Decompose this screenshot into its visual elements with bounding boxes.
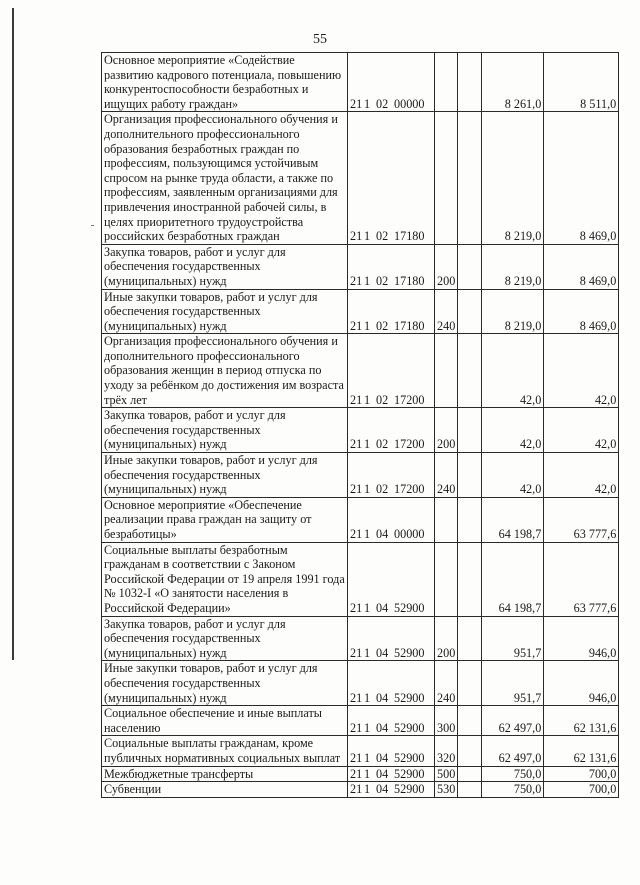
row-name [102,244,348,289]
program-code-p1: 21 [350,482,363,497]
row-amount-year-2: 8 469,0 [544,289,619,334]
program-code-p2: 1 [364,690,371,705]
row-empty-cell [458,497,482,542]
program-code-p1: 21 [350,645,363,660]
program-code-p3: 04 [376,766,389,781]
row-program-code [348,616,435,661]
program-code-p1: 21 [350,766,363,781]
program-code-p2: 1 [364,600,371,615]
row-name-text: Социальное обеспечение и иные выплаты населению [104,706,322,735]
program-code-p2: 1 [364,645,371,660]
row-name-text: Основное мероприятие «Содействие развитию кадрового потенциала, повышению конкурентоспособности безработных и ищущих работу граждан» [104,53,342,111]
row-expense-type: 500 [435,766,458,782]
row-expense-type [435,497,458,542]
row-amount-year-1: 62 497,0 [482,736,544,766]
program-code-p4: 52900 [394,690,425,705]
row-amount-year-1: 64 198,7 [482,542,544,616]
program-code-p3: 04 [376,600,389,615]
row-name [102,542,348,616]
program-code-p2: 1 [364,96,371,111]
row-empty-cell [458,706,482,736]
margin-mark [91,225,94,226]
row-expense-type: 200 [435,244,458,289]
program-code-p2: 1 [364,392,371,407]
row-empty-cell [458,453,482,498]
row-empty-cell [458,408,482,453]
budget-table [101,52,619,798]
program-code-p3: 02 [376,392,389,407]
row-expense-type: 200 [435,616,458,661]
row-name-text: Иные закупки товаров, работ и услуг для обеспечения государственных (муниципальных) нужд [104,453,318,497]
program-code-p1: 21 [350,720,363,735]
program-code-p3: 02 [376,96,389,111]
row-name-text: Субвенции [104,782,162,797]
row-name [102,453,348,498]
row-name-text: Иные закупки товаров, работ и услуг для обеспечения государственных (муниципальных) нужд [104,289,318,333]
row-name [102,289,348,334]
program-code-p2: 1 [364,720,371,735]
program-code-p3: 02 [376,229,389,244]
row-expense-type: 320 [435,736,458,766]
row-name-text: Иные закупки товаров, работ и услуг для обеспечения государственных (муниципальных) нужд [104,661,318,705]
program-code-p1: 21 [350,96,363,111]
row-program-code [348,706,435,736]
program-code-p2: 1 [364,527,371,541]
program-code-p2: 1 [364,750,371,765]
table-row [102,542,619,616]
row-empty-cell [458,616,482,661]
row-program-code [348,661,435,706]
program-code-p3: 02 [376,273,389,288]
row-amount-year-2: 946,0 [544,661,619,706]
row-name [102,408,348,453]
row-amount-year-1: 8 261,0 [482,53,544,112]
row-expense-type: 240 [435,289,458,334]
row-name [102,661,348,706]
row-program-code [348,112,435,244]
program-code-p4: 17200 [394,437,425,452]
program-code-p2: 1 [364,273,371,288]
row-name-text: Организация профессионального обучения и дополнительного профессионального образования безработных граждан по профессиям, пользующимся устойчивым спросом на рынке труда области, а также по профессиям, заявленным организациями для привлечения иностранной рабочей силы, в целях приоритетного трудоустройства российских безработных граждан [104,112,338,244]
row-name-text: Закупка товаров, работ и услуг для обеспечения государственных (муниципальных) нужд [104,616,286,660]
program-code-p1: 21 [350,527,363,541]
program-code-p4: 52900 [394,782,425,797]
row-empty-cell [458,289,482,334]
program-code-p1: 21 [350,750,363,765]
program-code-p4: 17180 [394,229,425,244]
row-amount-year-1: 42,0 [482,334,544,408]
table-row [102,244,619,289]
row-amount-year-2: 63 777,6 [544,542,619,616]
row-name-text: Организация профессионального обучения и дополнительного профессионального образования женщин в период отпуска по уходу за ребёнком до достижения им возраста трёх лет [104,334,344,407]
row-amount-year-1: 750,0 [482,766,544,782]
row-amount-year-1: 62 497,0 [482,706,544,736]
row-program-code [348,289,435,334]
program-code-p2: 1 [364,782,371,797]
table-row [102,497,619,542]
row-name-text: Основное мероприятие «Обеспечение реализации права граждан на защиту от безработицы» [104,497,312,541]
row-amount-year-2: 946,0 [544,616,619,661]
row-name-text: Межбюджетные трансферты [104,766,254,781]
program-code-p3: 04 [376,782,389,797]
row-name [102,497,348,542]
row-name-text: Закупка товаров, работ и услуг для обеспечения государственных (муниципальных) нужд [104,408,286,452]
table-row [102,616,619,661]
program-code-p1: 21 [350,318,363,333]
program-code-p3: 04 [376,690,389,705]
row-amount-year-1: 8 219,0 [482,244,544,289]
table-row [102,112,619,244]
row-name [102,112,348,244]
row-empty-cell [458,334,482,408]
table-row [102,706,619,736]
program-code-p4: 52900 [394,750,425,765]
row-program-code [348,334,435,408]
page-number: 55 [313,32,327,47]
row-program-code [348,53,435,112]
program-code-p2: 1 [364,318,371,333]
row-expense-type: 530 [435,782,458,798]
row-expense-type: 240 [435,453,458,498]
row-empty-cell [458,782,482,798]
program-code-p4: 17180 [394,318,425,333]
table-row [102,453,619,498]
program-code-p4: 17200 [394,482,425,497]
row-name [102,616,348,661]
row-name [102,53,348,112]
row-expense-type: 300 [435,706,458,736]
table-row [102,334,619,408]
row-amount-year-2: 8 469,0 [544,244,619,289]
program-code-p2: 1 [364,437,371,452]
program-code-p4: 17180 [394,273,425,288]
row-amount-year-1: 8 219,0 [482,112,544,244]
row-amount-year-2: 700,0 [544,766,619,782]
table-row [102,289,619,334]
row-expense-type [435,542,458,616]
program-code-p4: 52900 [394,645,425,660]
row-name-text: Социальные выплаты гражданам, кроме публичных нормативных социальных выплат [104,736,341,765]
row-name-text: Закупка товаров, работ и услуг для обеспечения государственных (муниципальных) нужд [104,244,286,288]
program-code-p4: 52900 [394,720,425,735]
program-code-p3: 04 [376,527,389,541]
row-empty-cell [458,661,482,706]
program-code-p4: 52900 [394,600,425,615]
row-amount-year-2: 42,0 [544,408,619,453]
program-code-p2: 1 [364,766,371,781]
row-program-code [348,766,435,782]
row-empty-cell [458,542,482,616]
row-empty-cell [458,736,482,766]
row-amount-year-1: 64 198,7 [482,497,544,542]
left-margin-line [12,8,14,660]
row-name [102,334,348,408]
table-row [102,766,619,782]
row-amount-year-2: 8 469,0 [544,112,619,244]
program-code-p4: 00000 [394,96,425,111]
program-code-p2: 1 [364,482,371,497]
program-code-p1: 21 [350,690,363,705]
program-code-p3: 04 [376,750,389,765]
row-expense-type [435,53,458,112]
row-empty-cell [458,766,482,782]
row-program-code [348,497,435,542]
row-name [102,766,348,782]
table-row [102,661,619,706]
program-code-p1: 21 [350,392,363,407]
program-code-p1: 21 [350,229,363,244]
row-amount-year-2: 62 131,6 [544,736,619,766]
program-code-p1: 21 [350,600,363,615]
table-row [102,736,619,766]
row-amount-year-2: 63 777,6 [544,497,619,542]
row-amount-year-1: 42,0 [482,408,544,453]
row-program-code [348,782,435,798]
row-program-code [348,542,435,616]
row-name-text: Социальные выплаты безработным гражданам в соответствии с Законом Российской Федерации от 19 апреля 1991 года № 1032-I «О занятости населения в Российской Федерации» [104,542,345,615]
row-program-code [348,453,435,498]
row-amount-year-1: 951,7 [482,616,544,661]
program-code-p3: 04 [376,645,389,660]
row-empty-cell [458,53,482,112]
row-expense-type [435,334,458,408]
program-code-p3: 04 [376,720,389,735]
table-row [102,53,619,112]
row-amount-year-1: 951,7 [482,661,544,706]
program-code-p1: 21 [350,782,363,797]
row-amount-year-1: 750,0 [482,782,544,798]
program-code-p4: 52900 [394,766,425,781]
row-name [102,782,348,798]
row-name [102,706,348,736]
row-amount-year-2: 8 511,0 [544,53,619,112]
table-row [102,782,619,798]
row-amount-year-2: 42,0 [544,453,619,498]
program-code-p4: 00000 [394,527,425,541]
program-code-p3: 02 [376,437,389,452]
row-expense-type [435,112,458,244]
program-code-p3: 02 [376,482,389,497]
row-program-code [348,736,435,766]
row-empty-cell [458,112,482,244]
program-code-p1: 21 [350,437,363,452]
table-row [102,408,619,453]
row-expense-type: 240 [435,661,458,706]
row-program-code [348,244,435,289]
row-amount-year-1: 42,0 [482,453,544,498]
program-code-p4: 17200 [394,392,425,407]
row-amount-year-1: 8 219,0 [482,289,544,334]
row-amount-year-2: 62 131,6 [544,706,619,736]
program-code-p2: 1 [364,229,371,244]
program-code-p1: 21 [350,273,363,288]
row-program-code [348,408,435,453]
program-code-p3: 02 [376,318,389,333]
row-name [102,736,348,766]
row-amount-year-2: 700,0 [544,782,619,798]
row-empty-cell [458,244,482,289]
row-expense-type: 200 [435,408,458,453]
row-amount-year-2: 42,0 [544,334,619,408]
